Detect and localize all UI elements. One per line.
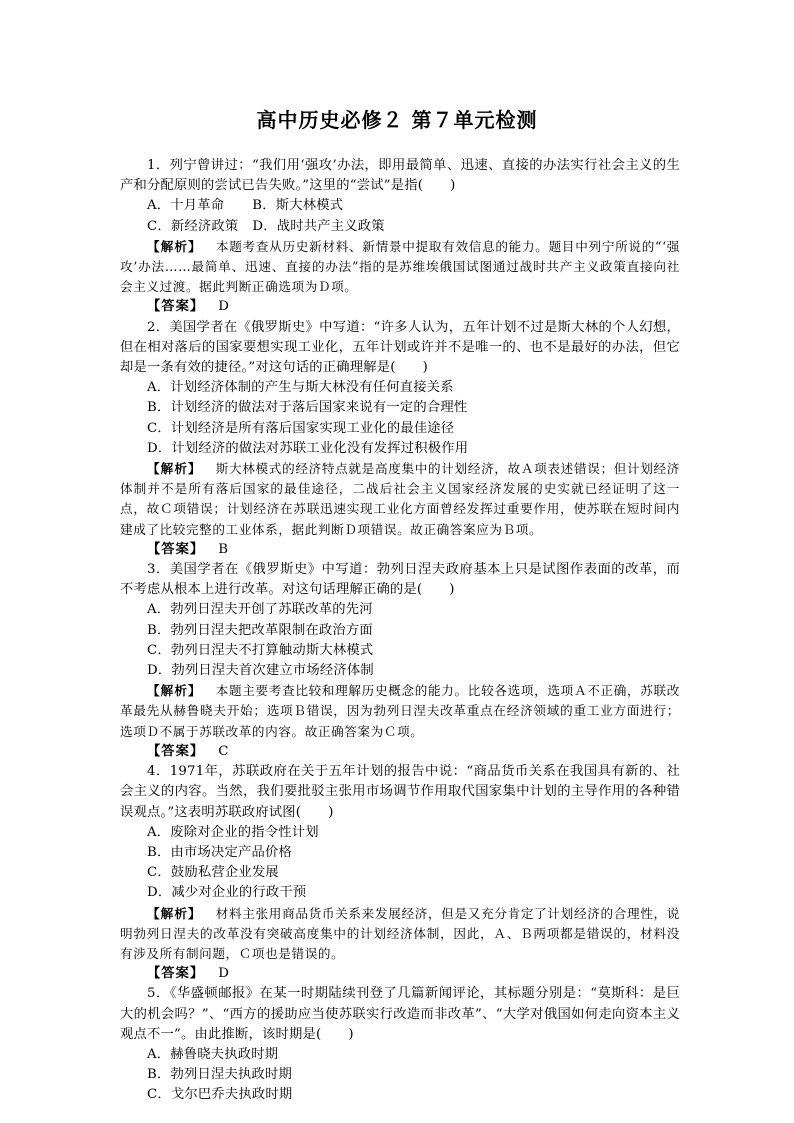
question-4-option-a: A．废除对企业的指令性计划 [147, 824, 319, 840]
answer-label: 【答案】 [147, 299, 205, 315]
question-3-answer [120, 742, 680, 762]
question-5-option-a: A．赫鲁晓夫执政时期 [147, 1046, 279, 1062]
question-3-option-d: D．勃列日涅夫首次建立市场经济体制 [147, 663, 374, 679]
question-1-options-row-2 [120, 217, 680, 237]
question-3-stem: 3．美国学者在《俄罗斯史》中写道：勃列日涅夫政府基本上只是试图作表面的改革，而不考虑从根本上进行改革。对这句话理解正确的是( ) [120, 562, 680, 598]
question-3-option-b: B．勃列日涅夫把改革限制在政治方面 [147, 622, 373, 638]
analysis-label: 【解析】 [147, 238, 202, 254]
answer-value: D [218, 966, 230, 982]
answer-value: D [218, 299, 230, 315]
analysis-text: 材料主张用商品货币关系来发展经济，但是又充分肯定了计划经济的合理性，说明勃列日涅夫的改革没有突破高度集中的计划经济体制，因此，Ａ、Ｂ两项都是错误的，材料没有涉及所有制问题，Ｃ项也是错误的。 [120, 905, 681, 961]
document-content [120, 156, 680, 1106]
question-4-option-d: D．减少对企业的行政干预 [147, 885, 307, 901]
question-2-stem: 2．美国学者在《俄罗斯史》中写道：“许多人认为，五年计划不过是斯大林的个人幻想，但在相对落后的国家要想实现工业化，五年计划或许并不是唯一的、也不是最好的办法，但它却是一条有效的捷径。”对这句话的正确理解是( ) [120, 319, 680, 376]
analysis-text: 本题主要考查比较和理解历史概念的能力。比较各选项，选项Ａ不正确，苏联改革最先从赫鲁晓夫开始；选项Ｂ错误，因为勃列日涅夫改革重点在经济领域的重工业方面进行；选项Ｄ不属于苏联改革的内容。故正确答案为Ｃ项。 [120, 683, 681, 739]
question-3-option-c: C．勃列日涅夫不打算触动斯大林模式 [147, 642, 374, 658]
answer-label: 【答案】 [147, 541, 205, 557]
question-1-option-a: A．十月革命 [147, 198, 225, 214]
analysis-label: 【解析】 [147, 905, 202, 921]
question-4-analysis [120, 904, 680, 965]
question-5-option-c: C．戈尔巴乔夫执政时期 [147, 1087, 293, 1103]
question-1-stem: 1．列宁曾讲过：“我们用‘强攻’办法，即用最简单、迅速、直接的办法实行社会主义的生产和分配原则的尝试已告失败。”这里的“尝试”是指( ) [120, 158, 680, 194]
document-title: 高中历史必修２ 第７单元检测 [256, 108, 538, 132]
question-2-analysis [120, 459, 680, 540]
analysis-label: 【解析】 [147, 683, 202, 699]
question-1-option-c: C．新经济政策 [147, 218, 239, 234]
answer-value: B [218, 541, 229, 557]
question-5-option-b: B．勃列日涅夫执政时期 [147, 1067, 292, 1083]
question-4-stem: 4．1971年，苏联政府在关于五年计划的报告中说：“商品货币关系在我国具有新的、社会主义的内容。当然，我们要批驳主张用市场调节作用取代国家集中计划的主导作用的各种错误观点。”这表明苏联政府试图( ) [120, 764, 680, 820]
analysis-text: 本题考查从历史新材料、新情景中提取有效信息的能力。题目中列宁所说的“‘强攻’办法……最简单、迅速、直接的办法”指的是苏维埃俄国试图通过战时共产主义政策直接向社会主义过渡。据此判断正确选项为Ｄ项。 [120, 238, 680, 295]
question-2-option-c: C．计划经济是所有落后国家实现工业化的最佳途径 [147, 420, 455, 436]
answer-label: 【答案】 [147, 966, 205, 982]
analysis-text: 斯大林模式的经济特点就是高度集中的计划经济，故Ａ项表述错误；但计划经济体制并不是所有落后国家的最佳途径，二战后社会主义国家经济发展的史实就已经证明了这一点，故Ｃ项错误；计划经济在苏联迅速实现工业化方面曾经发挥过重要作用，使苏联在短时间内建成了比较完整的工业体系，据此判断Ｄ项错误。故正确答案应为Ｂ项。 [120, 461, 681, 537]
question-3-analysis [120, 681, 680, 742]
question-2-option-d: D．计划经济的做法对苏联工业化没有发挥过积极作用 [147, 440, 469, 456]
question-1-option-d: D．战时共产主义政策 [252, 218, 385, 234]
question-4-option-b: B．由市场决定产品价格 [147, 844, 292, 860]
answer-value: C [218, 743, 229, 759]
question-1-analysis [120, 237, 680, 298]
question-3-option-a: A．勃列日涅夫开创了苏联改革的先河 [147, 602, 373, 618]
analysis-label: 【解析】 [147, 461, 202, 477]
question-4-option-c: C．鼓励私营企业发展 [147, 865, 279, 881]
question-2-answer [120, 540, 680, 560]
question-5-stem: 5．《华盛顿邮报》在某一时期陆续刊登了几篇新闻评论，其标题分别是：“莫斯科：是巨大的机会吗？”、“西方的援助应当使苏联实行改造而非改革”、“大学对俄国如何走向资本主义观点不一”。由此推断，该时期是( ) [120, 986, 680, 1042]
question-1-option-b: B．斯大林模式 [252, 198, 344, 214]
question-2-option-b: B．计划经济的做法对于落后国家来说有一定的合理性 [147, 400, 468, 416]
answer-label: 【答案】 [147, 743, 205, 759]
question-4-answer [120, 964, 680, 984]
question-1-options-row-1 [120, 196, 680, 216]
question-2-option-a: A．计划经济体制的产生与斯大林没有任何直接关系 [147, 380, 454, 396]
question-1-answer [120, 297, 680, 317]
